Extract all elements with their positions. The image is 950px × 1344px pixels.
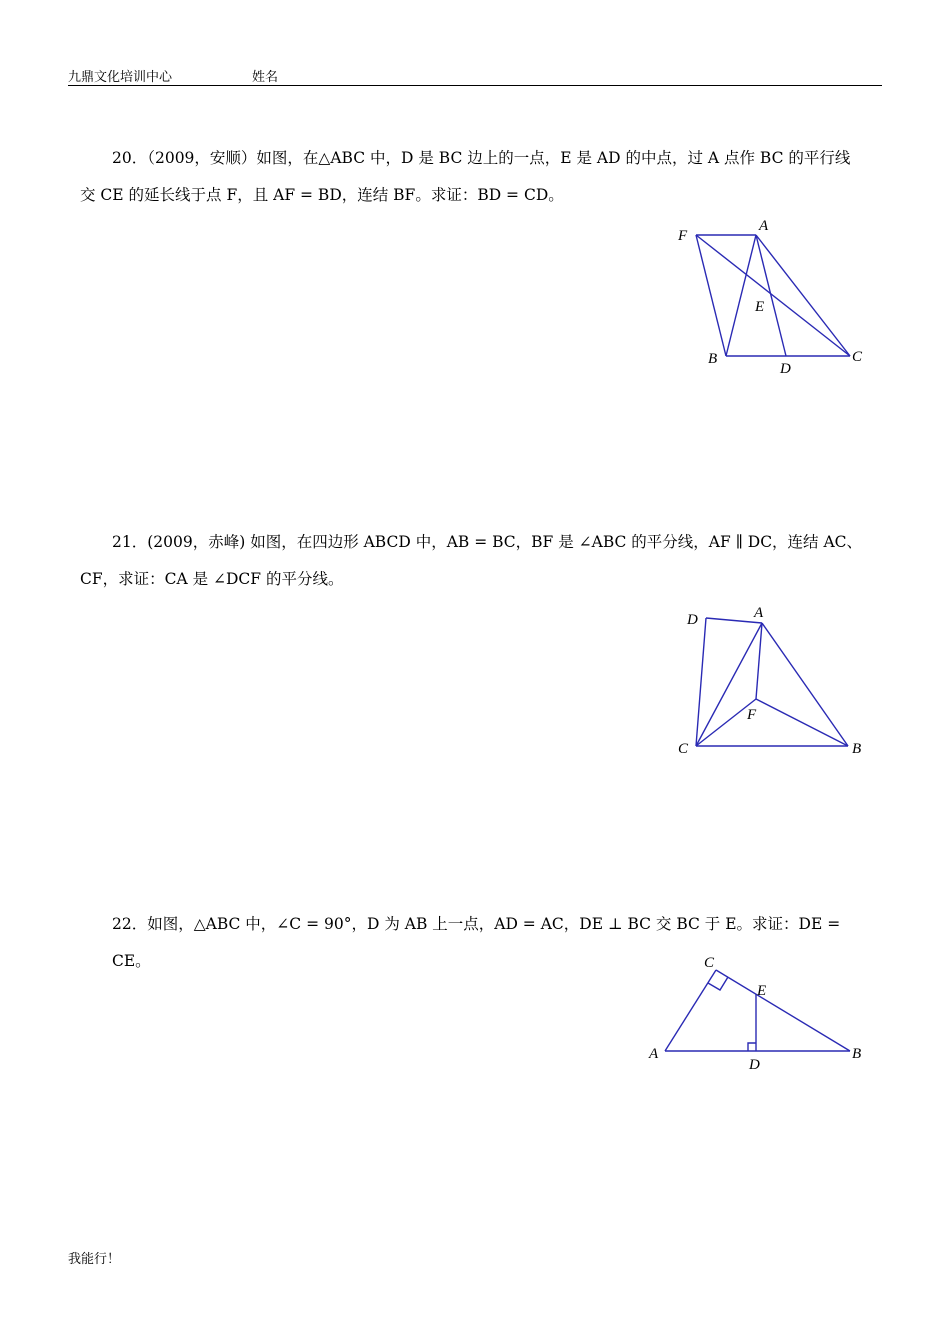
label-a: A: [754, 605, 764, 621]
segment-cb: [716, 970, 850, 1051]
label-c: C: [704, 955, 715, 971]
segment-dc: [696, 618, 706, 746]
label-c: C: [678, 741, 689, 757]
label-f: F: [678, 228, 688, 244]
figure-21: [670, 600, 880, 760]
label-e: E: [757, 983, 767, 999]
problem-21: [80, 524, 880, 598]
label-d: D: [780, 361, 791, 377]
segment-bf: [756, 699, 848, 746]
segment-ac: [665, 970, 716, 1051]
problem-20-line-1: 20．（2009，安顺）如图，在△ABC 中，D 是 BC 边上的一点，E 是 AD 的中点，过 A 点作 BC 的平行线: [112, 149, 851, 167]
right-angle-d: [748, 1043, 756, 1051]
problem-20: [80, 140, 880, 214]
label-e: E: [755, 299, 765, 315]
label-a: A: [649, 1046, 659, 1062]
segment-ac: [696, 623, 762, 746]
header-rule: [68, 85, 882, 86]
label-b: B: [708, 351, 718, 367]
problem-21-line-2: CF，求证：CA 是 ∠DCF 的平分线。: [80, 570, 344, 588]
segment-ab: [762, 623, 848, 746]
label-d: D: [687, 612, 698, 628]
figure-22: [640, 950, 880, 1080]
figure-20: [660, 212, 880, 382]
header-name-label: 姓名: [252, 70, 279, 85]
footer-text: 我能行！: [68, 1252, 121, 1267]
segment-ab: [726, 235, 756, 356]
label-b: B: [852, 1046, 862, 1062]
segment-fc: [696, 235, 850, 356]
label-c: C: [852, 349, 863, 365]
label-a: A: [759, 218, 769, 234]
segment-af: [756, 623, 762, 699]
label-f: F: [747, 707, 757, 723]
problem-21-line-1: 21．(2009，赤峰) 如图，在四边形 ABCD 中，AB = BC，BF 是 ∠ABC 的平分线，AF ∥ DC，连结 AC、: [112, 533, 863, 551]
segment-ac: [756, 235, 850, 356]
segment-fb: [696, 235, 726, 356]
label-b: B: [852, 741, 862, 757]
segment-ad: [756, 235, 786, 356]
problem-22-line-1: 22．如图，△ABC 中，∠C = 90°，D 为 AB 上一点，AD = AC，DE ⊥ BC 交 BC 于 E。求证：DE = CE。: [112, 915, 841, 970]
label-d: D: [749, 1057, 760, 1073]
header-center-name: 九鼎文化培训中心: [68, 70, 173, 85]
problem-20-line-2: 交 CE 的延长线于点 F，且 AF = BD，连结 BF。求证：BD = CD。: [80, 186, 564, 204]
